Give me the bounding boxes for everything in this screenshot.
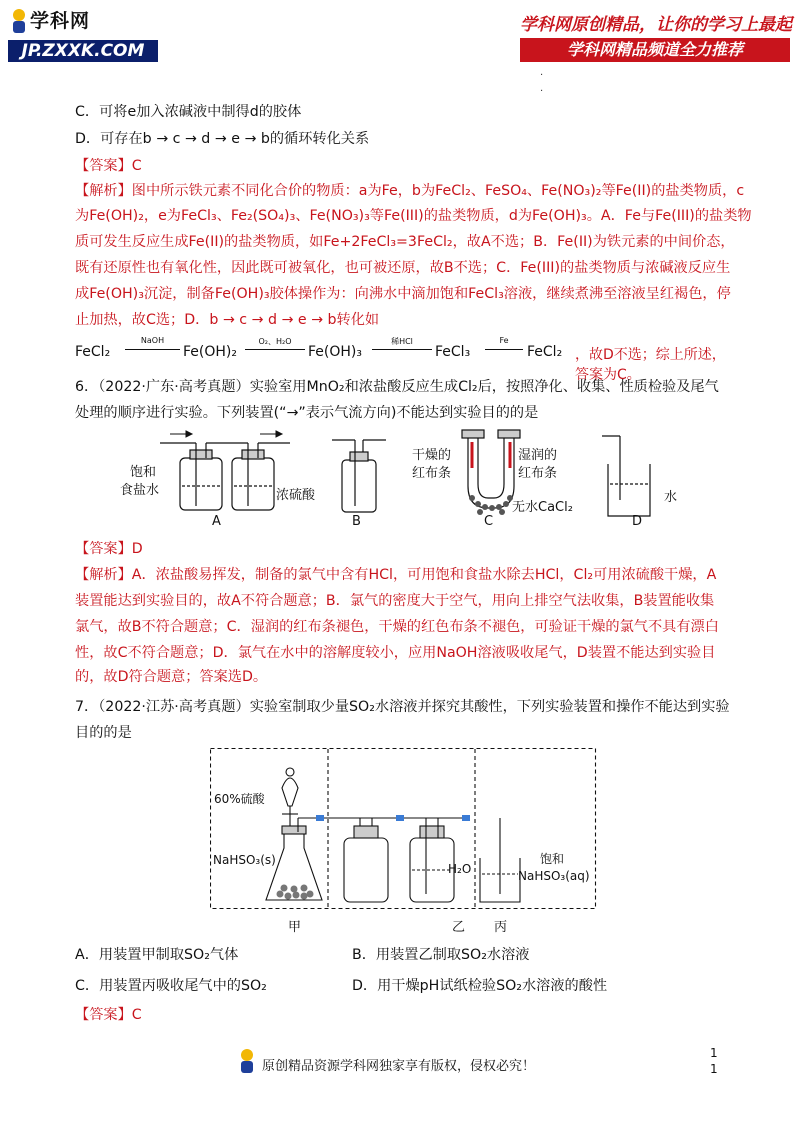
q7-option-d: D．用干燥pH试纸检验SO₂水溶液的酸性 <box>352 978 608 994</box>
q6-label: 无水CaCl₂ <box>512 500 573 515</box>
q7-apparatus-diagram <box>210 748 600 913</box>
chain-reagent: Fe <box>499 336 509 345</box>
q6-option-label: D <box>632 514 643 529</box>
q6-option-label: C <box>484 514 494 529</box>
q6-analysis-line: 装置能达到实验目的，故A不符合题意；B．氯气的密度大于空气，用向上排空气法收集，B装置能收集 <box>75 593 715 609</box>
q7-option-a: A．用装置甲制取SO₂气体 <box>75 947 239 963</box>
footer-copyright: 原创精品资源学科网独家享有版权，侵权必究！ <box>262 1059 536 1074</box>
q6-option-label: A <box>212 514 221 529</box>
q7-label: 饱和 <box>540 852 565 866</box>
q5-analysis-line: 质可发生反应生成Fe(II)的盐类物质，如Fe+2FeCl₃=3FeCl₂，故A不选；B．Fe(II)为铁元素的中间价态， <box>75 234 735 250</box>
q6-stem: 6．（2022·广东·高考真题）实验室用MnO₂和浓盐酸反应生成Cl₂后，按照净化、收集、性质检验及尾气 <box>75 379 719 395</box>
q6-label: 干燥的 <box>412 448 452 463</box>
q7-device-label: 丙 <box>494 920 508 935</box>
logo-url[interactable]: JP.ZXXK.COM <box>8 40 158 62</box>
header-slogan: 学科网原创精品，让你的学习上最起 <box>520 15 792 35</box>
chain-arrow <box>245 349 305 350</box>
q6-label: 红布条 <box>518 466 558 481</box>
q7-option-c: C．用装置丙吸收尾气中的SO₂ <box>75 978 267 994</box>
q5-analysis-line: 【解析】图中所示铁元素不同化合价的物质：a为Fe，b为FeCl₂、FeSO₄、Fe(NO₃)₂等Fe(II)的盐类物质，c <box>75 183 745 199</box>
q5-answer: 【答案】C <box>75 158 142 174</box>
q6-label: 湿润的 <box>518 448 558 463</box>
q6-label: 食盐水 <box>120 483 160 498</box>
chain-species: FeCl₃ <box>435 344 471 360</box>
logo-text: 学科网 <box>30 10 91 32</box>
q6-analysis-line: 【解析】A．浓盐酸易挥发，制备的氯气中含有HCl，可用饱和食盐水除去HCl，Cl₂可用浓硫酸干燥，A <box>75 567 717 583</box>
q7-label: H₂O <box>448 862 472 876</box>
chain-arrow <box>372 349 432 350</box>
q7-option-b: B．用装置乙制取SO₂水溶液 <box>352 947 530 963</box>
q6-analysis-line: 氯气，故B不符合题意；C．湿润的红布条褪色，干燥的红色布条不褪色，可验证干燥的氯气不具有漂白 <box>75 619 719 635</box>
q6-apparatus-diagram <box>110 428 700 536</box>
q7-device-label: 甲 <box>288 920 302 935</box>
q5-analysis-line: 止加热，故C选；D．b → c → d → e → b转化如 <box>75 312 380 328</box>
chain-reagent: NaOH <box>140 336 165 345</box>
page-number: 1 <box>710 1062 718 1076</box>
logo-mascot-icon <box>8 8 30 34</box>
chain-arrow <box>125 349 180 350</box>
q6-label: 浓硫酸 <box>276 488 316 503</box>
chain-species: Fe(OH)₃ <box>308 344 362 360</box>
chain-reagent: O₂、H₂O <box>258 337 292 346</box>
chain-species: Fe(OH)₂ <box>183 344 237 360</box>
decor-dot: · <box>540 70 544 81</box>
q6-option-label: B <box>352 514 361 529</box>
q6-stem: 处理的顺序进行实验。下列装置(“→”表示气流方向)不能达到实验目的的是 <box>75 405 539 421</box>
page-number: 1 <box>710 1046 718 1060</box>
q7-label: NaHSO₃(aq) <box>518 869 590 883</box>
q7-answer: 【答案】C <box>75 1007 142 1023</box>
q5-option-c: C．可将e加入浓碱液中制得d的胶体 <box>75 104 302 120</box>
chain-conclusion: ，故D不选；综上所述，答案为C。 <box>575 347 726 383</box>
q7-stem: 7．（2022·江苏·高考真题）实验室制取少量SO₂水溶液并探究其酸性，下列实验装置和操作不能达到实验 <box>75 699 730 715</box>
q6-analysis-line: 性，故C不符合题意；D．氯气在水中的溶解度较小，应用NaOH溶液吸收尾气，D装置不能达到实验目 <box>75 645 716 661</box>
q7-label: NaHSO₃(s) <box>213 853 276 867</box>
header-banner: 学科网精品频道全力推荐 <box>520 38 790 62</box>
chain-species: FeCl₂ <box>75 344 111 360</box>
conversion-chain <box>75 336 735 383</box>
chain-species: FeCl₂ <box>527 344 563 360</box>
q6-label: 水 <box>664 490 678 505</box>
q5-analysis-line: 既有还原性也有氧化性，因此既可被氧化，也可被还原，故B不选；C．Fe(III)的盐类物质与浓碱液反应生 <box>75 260 731 276</box>
q5-analysis-line: 为Fe(OH)₂，e为FeCl₃、Fe₂(SO₄)₃、Fe(NO₃)₃等Fe(III)的盐类物质，d为Fe(OH)₃。A．Fe与Fe(III)的盐类物 <box>75 208 752 224</box>
q6-label: 红布条 <box>412 466 452 481</box>
q5-option-d: D．可存在b → c → d → e → b的循环转化关系 <box>75 131 370 147</box>
chain-reagent: 稀HCl <box>391 337 413 346</box>
q6-label: 饱和 <box>130 465 157 480</box>
q6-answer: 【答案】D <box>75 541 143 557</box>
footer-mascot-icon <box>236 1048 258 1074</box>
q7-stem: 目的的是 <box>75 725 132 741</box>
q6-analysis-line: 的，故D符合题意；答案选D。 <box>75 669 268 685</box>
q5-analysis-line: 成Fe(OH)₃沉淀，制备Fe(OH)₃胶体操作为：向沸水中滴加饱和FeCl₃溶液，继续煮沸至溶液呈红褐色，停 <box>75 286 731 302</box>
chain-arrow <box>485 349 523 350</box>
q7-device-label: 乙 <box>452 920 466 935</box>
decor-dot: · <box>540 86 544 97</box>
q7-label: 60%硫酸 <box>214 792 265 806</box>
